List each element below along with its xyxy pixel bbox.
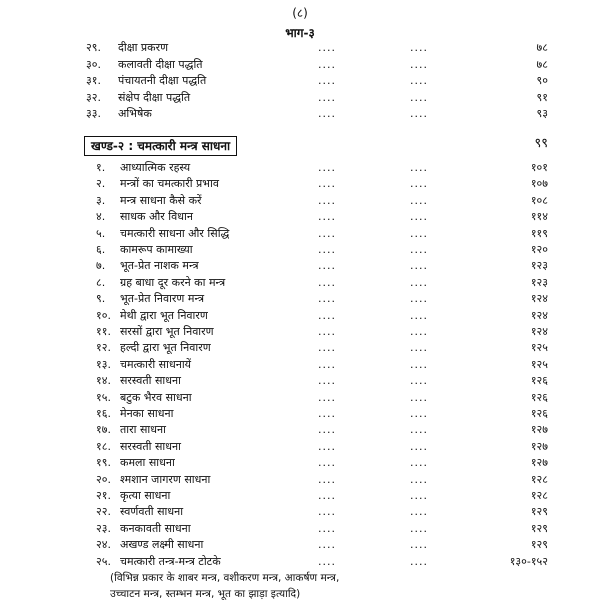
toc-entry	[0, 209, 600, 225]
toc-entry	[0, 357, 600, 373]
entry-leader-dots: ....	[410, 308, 428, 322]
entry-page: १२९	[530, 521, 548, 535]
entry-leader-dots: ....	[410, 259, 428, 273]
entry-leader-dots: ....	[410, 374, 428, 388]
entry-number: १०.	[96, 308, 111, 322]
entry-leader-dots: ....	[318, 161, 336, 174]
entry-leader-dots: ....	[318, 107, 336, 120]
entry-title: भूत-प्रेत नाशक मन्त्र	[120, 259, 199, 273]
entry-title: कनकावती साधना	[120, 521, 191, 535]
entry-leader-dots: ....	[410, 407, 428, 420]
entry-title: चमत्कारी साधनायें	[120, 357, 192, 371]
entry-page: १२७	[530, 456, 548, 470]
entry-leader-dots: ....	[410, 243, 428, 256]
entry-number: ९.	[96, 292, 106, 306]
entry-title: मन्त्र साधना कैसे करें	[120, 193, 202, 207]
entry-leader-dots: ....	[410, 193, 428, 207]
entry-leader-dots: ....	[410, 57, 428, 71]
entry-title: सरस्वती साधना	[120, 439, 181, 453]
entry-leader-dots: ....	[318, 423, 336, 437]
note-line-1: (विभिन्न प्रकार के शाबर मन्त्र, वशीकरण मन्त्र, आकर्षण मन्त्र,	[110, 572, 340, 584]
entry-leader-dots: ....	[318, 554, 336, 568]
entry-leader-dots: ....	[318, 325, 336, 338]
entry-page: १०७	[530, 177, 548, 191]
entry-title: साधक और विधान	[120, 210, 193, 224]
entry-leader-dots: ....	[410, 275, 428, 289]
entry-title: कलावती दीक्षा पद्धति	[118, 57, 203, 71]
entry-leader-dots: ....	[318, 210, 336, 224]
entry-leader-dots: ....	[410, 472, 428, 486]
toc-entry	[0, 422, 600, 438]
entry-leader-dots: ....	[318, 308, 336, 322]
entry-title: कामरूप कामाख्या	[120, 243, 193, 256]
toc-entry	[0, 390, 600, 406]
entry-page: १२८	[530, 472, 548, 486]
toc-entry	[0, 439, 600, 455]
entry-page: १२७	[530, 423, 548, 437]
entry-number: २.	[96, 177, 106, 191]
entry-title: चमत्कारी साधना और सिद्धि	[120, 226, 230, 240]
toc-entry	[0, 537, 600, 553]
entry-leader-dots: ....	[318, 374, 336, 388]
entry-page: १०८	[530, 193, 548, 207]
entry-number: १.	[96, 161, 106, 174]
entry-number: १९.	[96, 456, 111, 470]
toc-entry	[0, 193, 600, 209]
entry-page: १२३	[530, 275, 548, 289]
entry-page: ९३	[536, 107, 548, 120]
entry-number: १५.	[96, 390, 111, 404]
entry-leader-dots: ....	[318, 538, 336, 552]
entry-leader-dots: ....	[318, 90, 336, 104]
toc-entry	[0, 90, 600, 106]
toc-entry	[0, 73, 600, 89]
entry-leader-dots: ....	[318, 341, 336, 355]
entry-title: स्वर्णवती साधना	[120, 505, 184, 519]
entry-number: १७.	[96, 423, 111, 437]
toc-entry	[0, 406, 600, 422]
entry-leader-dots: ....	[410, 226, 428, 240]
entry-leader-dots: ....	[318, 243, 336, 256]
entry-page: १३०-१५२	[509, 554, 548, 568]
entry-number: २९.	[86, 41, 101, 54]
toc-entry	[0, 106, 600, 122]
entry-number: १३.	[96, 357, 111, 371]
entry-leader-dots: ....	[318, 74, 336, 87]
entry-leader-dots: ....	[410, 505, 428, 519]
entry-page: १२५	[530, 357, 548, 371]
entry-leader-dots: ....	[318, 407, 336, 420]
toc-entry	[0, 308, 600, 324]
entry-title: ग्रह बाधा दूर करने का मन्त्र	[120, 275, 226, 289]
entry-page: १०१	[530, 161, 548, 174]
entry-leader-dots: ....	[318, 259, 336, 273]
entry-leader-dots: ....	[318, 505, 336, 519]
toc-entry	[0, 373, 600, 389]
toc-entry	[0, 455, 600, 471]
entry-title: अखण्ड लक्ष्मी साधना	[120, 538, 204, 552]
page-number: (८)	[292, 6, 308, 20]
entry-page: १२४	[530, 308, 548, 322]
entry-title: मेनका साधना	[120, 407, 174, 420]
entry-page: ११४	[530, 210, 548, 224]
entry-number: ३१.	[86, 74, 101, 87]
entry-leader-dots: ....	[318, 357, 336, 371]
entry-page: ७८	[536, 41, 548, 54]
entry-number: ४.	[96, 210, 106, 224]
entry-page: ७८	[536, 57, 548, 71]
entry-title: बटुक भैरव साधना	[120, 390, 192, 404]
entry-page: १२८	[530, 489, 548, 502]
entry-leader-dots: ....	[410, 538, 428, 552]
entry-title: कृत्या साधना	[120, 489, 171, 502]
entry-leader-dots: ....	[410, 74, 428, 87]
entry-title: सरसों द्वारा भूत निवारण	[120, 325, 214, 338]
toc-entry	[0, 258, 600, 274]
entry-leader-dots: ....	[410, 521, 428, 535]
toc-entry	[0, 554, 600, 570]
entry-leader-dots: ....	[318, 521, 336, 535]
entry-leader-dots: ....	[410, 390, 428, 404]
note-line-2: उच्चाटन मन्त्र, स्तम्भन मन्त्र, भूत का झाड़ा इत्यादि)	[110, 588, 301, 600]
entry-number: १६.	[96, 407, 111, 420]
entry-title: कमला साधना	[120, 456, 175, 470]
entry-leader-dots: ....	[410, 456, 428, 470]
toc-entry	[0, 40, 600, 56]
toc-entry	[0, 226, 600, 242]
entry-page: १२५	[530, 341, 548, 355]
entry-page: १२४	[530, 325, 548, 338]
entry-leader-dots: ....	[410, 554, 428, 568]
entry-leader-dots: ....	[410, 90, 428, 104]
entry-leader-dots: ....	[410, 325, 428, 338]
toc-entry	[0, 160, 600, 176]
entry-page: १२६	[530, 390, 548, 404]
entry-number: ७.	[96, 259, 106, 273]
entry-leader-dots: ....	[318, 193, 336, 207]
entry-leader-dots: ....	[318, 439, 336, 453]
entry-number: ३.	[96, 193, 106, 207]
entry-leader-dots: ....	[318, 275, 336, 289]
entry-number: २३.	[96, 521, 111, 535]
entry-number: २०.	[96, 472, 111, 486]
entry-leader-dots: ....	[410, 357, 428, 371]
entry-leader-dots: ....	[318, 57, 336, 71]
entry-leader-dots: ....	[410, 341, 428, 355]
toc-entry	[0, 176, 600, 192]
toc-entry	[0, 521, 600, 537]
entry-title: श्मशान जागरण साधना	[120, 472, 211, 486]
entry-leader-dots: ....	[318, 292, 336, 306]
entry-title: सरस्वती साधना	[120, 374, 181, 388]
entry-number: १४.	[96, 374, 111, 388]
entry-number: १२.	[96, 341, 111, 355]
entry-page: १२६	[530, 407, 548, 420]
entry-page: ११९	[530, 226, 548, 240]
entry-number: २१.	[96, 489, 111, 502]
entry-number: ६.	[96, 243, 106, 256]
entry-title: तारा साधना	[120, 423, 166, 437]
entry-number: ३३.	[86, 107, 101, 120]
entry-leader-dots: ....	[410, 423, 428, 437]
entry-page: १२४	[530, 292, 548, 306]
entry-leader-dots: ....	[318, 41, 336, 54]
toc-entry	[0, 275, 600, 291]
entry-title: अभिषेक	[118, 107, 152, 120]
entry-leader-dots: ....	[318, 472, 336, 486]
entry-number: ५.	[96, 226, 106, 240]
section-page: ९९	[534, 136, 548, 151]
entry-page: १२९	[530, 505, 548, 519]
entry-page: १२३	[530, 259, 548, 273]
entry-number: २५.	[96, 554, 111, 568]
entry-leader-dots: ....	[410, 489, 428, 502]
toc-entry	[0, 57, 600, 73]
entry-title: चमत्कारी तन्त्र-मन्त्र टोटके	[120, 554, 221, 568]
entry-leader-dots: ....	[410, 41, 428, 54]
entry-leader-dots: ....	[318, 226, 336, 240]
entry-number: २२.	[96, 505, 111, 519]
entry-title: पंचायतनी दीक्षा पद्धति	[118, 74, 207, 87]
entry-number: ३२.	[86, 90, 101, 104]
entry-number: ८.	[96, 275, 106, 289]
toc-entry	[0, 472, 600, 488]
section-heading: खण्ड-२ : चमत्कारी मन्त्र साधना	[84, 136, 237, 156]
entry-title: हल्दी द्वारा भूत निवारण	[120, 341, 211, 355]
entry-leader-dots: ....	[410, 210, 428, 224]
toc-entry	[0, 340, 600, 356]
entry-number: ३०.	[86, 57, 101, 71]
entry-leader-dots: ....	[410, 439, 428, 453]
part-heading: भाग-३	[285, 26, 315, 40]
entry-title: मन्त्रों का चमत्कारी प्रभाव	[120, 177, 219, 191]
entry-leader-dots: ....	[410, 161, 428, 174]
toc-entry	[0, 488, 600, 504]
entry-title: आध्यात्मिक रहस्य	[120, 161, 191, 174]
toc-entry	[0, 242, 600, 258]
entry-leader-dots: ....	[410, 177, 428, 191]
entry-page: १२९	[530, 538, 548, 552]
entry-leader-dots: ....	[318, 489, 336, 502]
entry-leader-dots: ....	[410, 292, 428, 306]
entry-title: मेथी द्वारा भूत निवारण	[120, 308, 208, 322]
toc-entry	[0, 291, 600, 307]
entry-leader-dots: ....	[410, 107, 428, 120]
entry-title: दीक्षा प्रकरण	[118, 41, 169, 54]
entry-leader-dots: ....	[318, 390, 336, 404]
entry-title: संक्षेप दीक्षा पद्धति	[118, 90, 191, 104]
entry-number: ११.	[96, 325, 111, 338]
entry-leader-dots: ....	[318, 177, 336, 191]
entry-number: १८.	[96, 439, 111, 453]
entry-page: १२०	[530, 243, 548, 256]
entry-page: ९०	[536, 74, 548, 87]
entry-leader-dots: ....	[318, 456, 336, 470]
toc-entry	[0, 504, 600, 520]
toc-entry	[0, 324, 600, 340]
entry-page: १२६	[530, 374, 548, 388]
entry-title: भूत-प्रेत निवारण मन्त्र	[120, 292, 205, 306]
entry-number: २४.	[96, 538, 111, 552]
entry-page: ९१	[536, 90, 548, 104]
entry-page: १२७	[530, 439, 548, 453]
